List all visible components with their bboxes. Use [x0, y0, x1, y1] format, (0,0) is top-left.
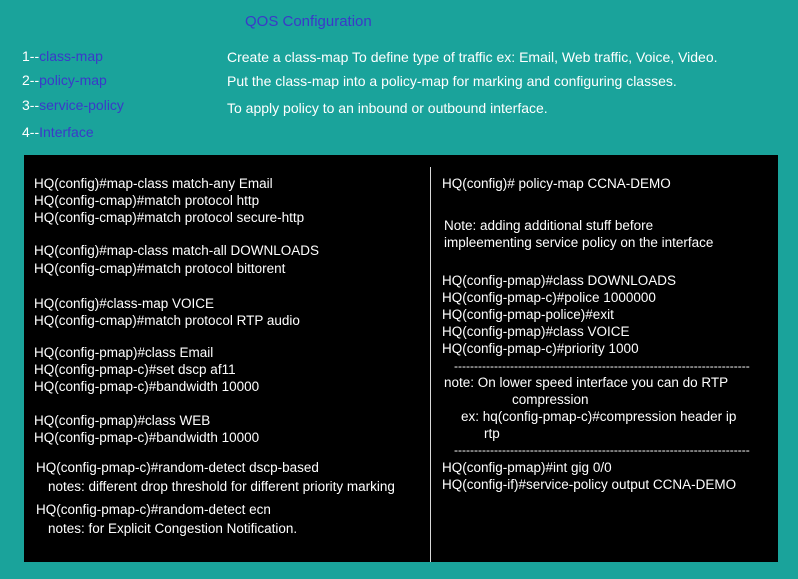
step-3	[22, 97, 124, 113]
left-line: HQ(config-pmap-c)#set dscp af11	[34, 362, 236, 377]
right-line: HQ(config-pmap-police)#exit	[442, 307, 614, 322]
step-number: 2--	[22, 72, 40, 88]
right-line: HQ(config-pmap)#int gig 0/0	[442, 460, 612, 475]
step-1-description: Create a class-map To define type of traffic ex: Email, Web traffic, Voice, Video.	[227, 49, 718, 65]
step-2-description: Put the class-map into a policy-map for marking and configuring classes.	[227, 73, 677, 89]
step-name: policy-map	[39, 72, 107, 88]
step-name: Interface	[39, 124, 94, 140]
left-line: HQ(config)#class-map VOICE	[34, 296, 215, 311]
right-line: HQ(config)# policy-map CCNA-DEMO	[442, 176, 671, 191]
left-line: HQ(config-pmap)#class Email	[34, 345, 214, 360]
left-line: HQ(config-pmap-c)#random-detect dscp-based	[36, 460, 319, 475]
right-note: rtp	[484, 426, 500, 441]
left-line: HQ(config-pmap-c)#bandwidth 10000	[34, 379, 260, 394]
left-line: HQ(config-cmap)#match protocol http	[34, 193, 260, 208]
step-2	[22, 72, 107, 88]
right-line: HQ(config-pmap)#class DOWNLOADS	[442, 273, 677, 288]
step-number: 4--	[22, 124, 40, 140]
left-note: notes: for Explicit Congestion Notification.	[48, 521, 298, 536]
left-line: HQ(config-pmap)#class WEB	[34, 413, 211, 428]
step-3-description: To apply policy to an inbound or outbound interface.	[227, 100, 548, 116]
right-note: compression	[512, 392, 589, 407]
page-title: QOS Configuration	[245, 13, 372, 30]
step-1	[22, 48, 103, 64]
config-panel	[24, 155, 778, 562]
step-4	[22, 124, 94, 140]
left-line: HQ(config-cmap)#match protocol bittorent	[34, 261, 286, 276]
step-name: class-map	[39, 48, 103, 64]
right-note: ex: hq(config-pmap-c)#compression header ip	[461, 409, 737, 424]
right-note: impleementing service policy on the interface	[444, 235, 714, 250]
step-number: 3--	[22, 97, 40, 113]
separator: --------------------------------------------------------------------------	[454, 443, 750, 457]
right-line: HQ(config-pmap-c)#priority 1000	[442, 341, 639, 356]
left-line: HQ(config)#map-class match-any Email	[34, 176, 273, 191]
right-note: note: On lower speed interface you can do RTP	[444, 375, 729, 390]
right-note: Note: adding additional stuff before	[444, 218, 654, 233]
left-line: HQ(config-pmap-c)#bandwidth 10000	[34, 430, 260, 445]
left-line: HQ(config-cmap)#match protocol RTP audio	[34, 313, 300, 328]
left-note: notes: different drop threshold for different priority marking	[48, 479, 395, 494]
left-line: HQ(config-cmap)#match protocol secure-http	[34, 210, 305, 225]
column-divider	[430, 167, 431, 562]
left-line: HQ(config-pmap-c)#random-detect ecn	[36, 502, 271, 517]
left-line: HQ(config)#map-class match-all DOWNLOADS	[34, 243, 320, 258]
right-line: HQ(config-pmap-c)#police 1000000	[442, 290, 656, 305]
step-name: service-policy	[39, 97, 124, 113]
right-line: HQ(config-pmap)#class VOICE	[442, 324, 630, 339]
separator: --------------------------------------------------------------------------	[454, 359, 750, 373]
step-number: 1--	[22, 48, 40, 64]
right-line: HQ(config-if)#service-policy output CCNA-DEMO	[442, 477, 737, 492]
